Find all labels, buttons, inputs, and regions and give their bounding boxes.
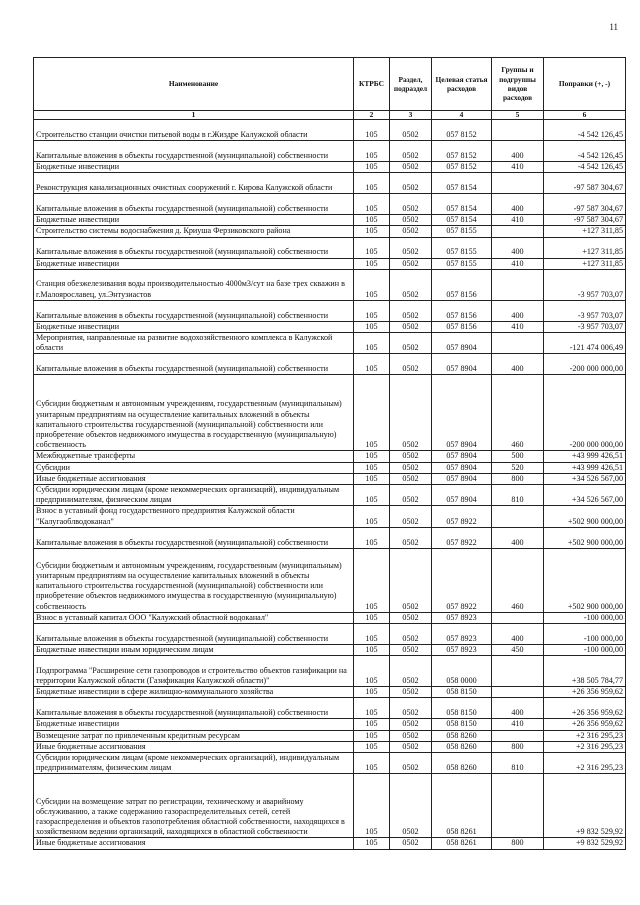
row-group xyxy=(492,333,544,354)
row-amount: +9 832 529,92 xyxy=(544,774,626,838)
table-row xyxy=(34,698,626,719)
table-row xyxy=(34,237,626,258)
table-row xyxy=(34,300,626,321)
row-ktrbs: 105 xyxy=(354,741,390,752)
row-group: 800 xyxy=(492,741,544,752)
row-ktrbs: 105 xyxy=(354,719,390,730)
row-group: 410 xyxy=(492,719,544,730)
table-row xyxy=(34,120,626,141)
table-row xyxy=(34,258,626,269)
row-ktrbs: 105 xyxy=(354,120,390,141)
row-section: 0502 xyxy=(390,774,432,838)
row-ktrbs: 105 xyxy=(354,838,390,849)
row-group: 810 xyxy=(492,485,544,506)
row-name: Капитальные вложения в объекты государственной (муниципальной) собственности xyxy=(34,141,354,162)
row-group xyxy=(492,226,544,237)
row-group xyxy=(492,730,544,741)
table-row xyxy=(34,269,626,300)
row-amount: -3 957 703,07 xyxy=(544,269,626,300)
row-section: 0502 xyxy=(390,838,432,849)
row-name: Взнос в уставный капитал ООО "Калужский областной водоканал" xyxy=(34,612,354,623)
row-amount: +43 999 426,51 xyxy=(544,462,626,473)
row-name: Капитальные вложения в объекты государственной (муниципальной) собственности xyxy=(34,300,354,321)
row-name: Бюджетные инвестиции xyxy=(34,321,354,332)
row-group: 410 xyxy=(492,258,544,269)
row-name: Строительство станции очистки питьевой воды в г.Жиздре Калужской области xyxy=(34,120,354,141)
row-ktrbs: 105 xyxy=(354,215,390,226)
row-group: 400 xyxy=(492,300,544,321)
row-ktrbs: 105 xyxy=(354,473,390,484)
row-name: Строительство системы водоснабжения д. Криуша Ферзиковского района xyxy=(34,226,354,237)
row-name: Иные бюджетные ассигнования xyxy=(34,741,354,752)
row-section: 0502 xyxy=(390,321,432,332)
row-ktrbs: 105 xyxy=(354,162,390,173)
row-target: 057 8152 xyxy=(432,120,492,141)
row-ktrbs: 105 xyxy=(354,506,390,527)
table-row xyxy=(34,753,626,774)
row-ktrbs: 105 xyxy=(354,269,390,300)
row-amount: +34 526 567,00 xyxy=(544,485,626,506)
row-section: 0502 xyxy=(390,141,432,162)
row-section: 0502 xyxy=(390,612,432,623)
row-target: 058 8150 xyxy=(432,698,492,719)
row-target: 058 8150 xyxy=(432,719,492,730)
row-amount: +9 832 529,92 xyxy=(544,838,626,849)
table-row xyxy=(34,719,626,730)
table-row xyxy=(34,741,626,752)
row-target: 057 8152 xyxy=(432,141,492,162)
row-name: Капитальные вложения в объекты государственной (муниципальной) собственности xyxy=(34,698,354,719)
row-target: 057 8923 xyxy=(432,612,492,623)
row-ktrbs: 105 xyxy=(354,485,390,506)
row-section: 0502 xyxy=(390,462,432,473)
row-ktrbs: 105 xyxy=(354,527,390,548)
table-row xyxy=(34,624,626,645)
row-target: 057 8152 xyxy=(432,162,492,173)
row-group: 520 xyxy=(492,462,544,473)
row-target: 058 0000 xyxy=(432,656,492,687)
row-name: Капитальные вложения в объекты государственной (муниципальной) собственности xyxy=(34,624,354,645)
row-name: Субсидии юридическим лицам (кроме некоммерческих организаций), индивидуальным предпринимателям, физическим лицам xyxy=(34,485,354,506)
row-target: 057 8904 xyxy=(432,462,492,473)
row-amount: +127 311,85 xyxy=(544,226,626,237)
header-row xyxy=(34,58,626,111)
row-group: 450 xyxy=(492,645,544,656)
row-name: Бюджетные инвестиции иным юридическим лицам xyxy=(34,645,354,656)
row-amount: +502 900 000,00 xyxy=(544,506,626,527)
header-section: Раздел, подраздел xyxy=(390,58,432,111)
row-amount: +2 316 295,23 xyxy=(544,730,626,741)
table-row xyxy=(34,527,626,548)
row-amount: +2 316 295,23 xyxy=(544,753,626,774)
table-row xyxy=(34,730,626,741)
row-amount: +38 505 784,77 xyxy=(544,656,626,687)
row-target: 057 8155 xyxy=(432,226,492,237)
row-name: Подпрограмма "Расширение сети газопроводов и строительство объектов газификации на территории Калужской области (Газификация Калужской области)" xyxy=(34,656,354,687)
row-amount: -3 957 703,07 xyxy=(544,300,626,321)
row-ktrbs: 105 xyxy=(354,645,390,656)
row-target: 057 8156 xyxy=(432,321,492,332)
row-ktrbs: 105 xyxy=(354,753,390,774)
row-amount: +127 311,85 xyxy=(544,237,626,258)
row-amount: +127 311,85 xyxy=(544,258,626,269)
table-row xyxy=(34,645,626,656)
row-target: 057 8154 xyxy=(432,215,492,226)
table-row xyxy=(34,226,626,237)
row-amount: -100 000,00 xyxy=(544,645,626,656)
row-target: 058 8261 xyxy=(432,838,492,849)
row-amount: -97 587 304,67 xyxy=(544,215,626,226)
row-ktrbs: 105 xyxy=(354,141,390,162)
row-ktrbs: 105 xyxy=(354,687,390,698)
row-ktrbs: 105 xyxy=(354,612,390,623)
row-target: 058 8150 xyxy=(432,687,492,698)
row-group xyxy=(492,120,544,141)
table-row xyxy=(34,162,626,173)
row-target: 057 8904 xyxy=(432,485,492,506)
row-target: 058 8260 xyxy=(432,730,492,741)
row-section: 0502 xyxy=(390,753,432,774)
row-amount: +26 356 959,62 xyxy=(544,698,626,719)
row-group: 400 xyxy=(492,354,544,375)
row-ktrbs: 105 xyxy=(354,173,390,194)
row-name: Капитальные вложения в объекты государственной (муниципальной) собственности xyxy=(34,194,354,215)
row-name: Иные бюджетные ассигнования xyxy=(34,473,354,484)
row-ktrbs: 105 xyxy=(354,774,390,838)
row-amount: -100 000,00 xyxy=(544,612,626,623)
row-name: Мероприятия, направленные на развитие водохозяйственного комплекса в Калужской области xyxy=(34,333,354,354)
row-group: 460 xyxy=(492,375,544,451)
table-row xyxy=(34,333,626,354)
row-target: 057 8154 xyxy=(432,173,492,194)
row-section: 0502 xyxy=(390,656,432,687)
table-row xyxy=(34,687,626,698)
row-target: 057 8904 xyxy=(432,354,492,375)
row-amount: -97 587 304,67 xyxy=(544,173,626,194)
row-target: 058 8260 xyxy=(432,753,492,774)
row-name: Иные бюджетные ассигнования xyxy=(34,838,354,849)
row-ktrbs: 105 xyxy=(354,656,390,687)
row-section: 0502 xyxy=(390,473,432,484)
row-group: 800 xyxy=(492,473,544,484)
row-target: 058 8260 xyxy=(432,741,492,752)
row-ktrbs: 105 xyxy=(354,194,390,215)
row-name: Бюджетные инвестиции xyxy=(34,162,354,173)
row-section: 0502 xyxy=(390,333,432,354)
row-amount: -4 542 126,45 xyxy=(544,120,626,141)
row-section: 0502 xyxy=(390,375,432,451)
row-section: 0502 xyxy=(390,687,432,698)
row-target: 057 8904 xyxy=(432,473,492,484)
row-ktrbs: 105 xyxy=(354,624,390,645)
row-section: 0502 xyxy=(390,237,432,258)
column-number: 3 xyxy=(390,111,432,120)
row-section: 0502 xyxy=(390,527,432,548)
row-name: Возмещение затрат по привлеченным кредитным ресурсам xyxy=(34,730,354,741)
row-target: 057 8923 xyxy=(432,624,492,645)
row-section: 0502 xyxy=(390,698,432,719)
column-number: 4 xyxy=(432,111,492,120)
column-number: 1 xyxy=(34,111,354,120)
row-group: 400 xyxy=(492,527,544,548)
column-number: 5 xyxy=(492,111,544,120)
row-group: 460 xyxy=(492,548,544,612)
table-row xyxy=(34,375,626,451)
row-name: Субсидии xyxy=(34,462,354,473)
table-row xyxy=(34,215,626,226)
row-group: 410 xyxy=(492,321,544,332)
table-row xyxy=(34,612,626,623)
row-ktrbs: 105 xyxy=(354,698,390,719)
row-section: 0502 xyxy=(390,300,432,321)
row-amount: +502 900 000,00 xyxy=(544,548,626,612)
row-target: 057 8904 xyxy=(432,451,492,462)
row-target: 057 8904 xyxy=(432,333,492,354)
row-name: Субсидии бюджетным и автономным учреждениям, государственным (муниципальным) унитарным предприятиям на осуществление капитальных вложений в объекты капитального строительства государственной (муниципальной) собственности или приобретение объектов недвижимого имущества в государственную (муниципальную) собственность xyxy=(34,548,354,612)
header-ktrbs: КТРБС xyxy=(354,58,390,111)
row-name: Бюджетные инвестиции xyxy=(34,719,354,730)
table-row xyxy=(34,506,626,527)
row-amount: +2 316 295,23 xyxy=(544,741,626,752)
row-target: 057 8904 xyxy=(432,375,492,451)
row-amount: -200 000 000,00 xyxy=(544,375,626,451)
budget-table xyxy=(33,57,626,850)
row-group xyxy=(492,687,544,698)
row-section: 0502 xyxy=(390,485,432,506)
table-row xyxy=(34,548,626,612)
row-group: 400 xyxy=(492,624,544,645)
row-ktrbs: 105 xyxy=(354,451,390,462)
row-ktrbs: 105 xyxy=(354,237,390,258)
row-group: 410 xyxy=(492,215,544,226)
row-section: 0502 xyxy=(390,354,432,375)
row-name: Бюджетные инвестиции xyxy=(34,215,354,226)
row-group xyxy=(492,612,544,623)
row-target: 058 8261 xyxy=(432,774,492,838)
row-group: 400 xyxy=(492,698,544,719)
table-row xyxy=(34,838,626,849)
row-group xyxy=(492,774,544,838)
row-group xyxy=(492,269,544,300)
row-target: 057 8156 xyxy=(432,300,492,321)
row-group: 400 xyxy=(492,141,544,162)
row-name: Взнос в уставный фонд государственного предприятия Калужской области "Калугаоблводоканал" xyxy=(34,506,354,527)
row-amount: -100 000,00 xyxy=(544,624,626,645)
row-group xyxy=(492,173,544,194)
row-target: 057 8155 xyxy=(432,258,492,269)
row-section: 0502 xyxy=(390,548,432,612)
column-number: 2 xyxy=(354,111,390,120)
row-ktrbs: 105 xyxy=(354,354,390,375)
row-target: 057 8922 xyxy=(432,527,492,548)
row-ktrbs: 105 xyxy=(354,258,390,269)
row-name: Бюджетные инвестиции в сфере жилищно-коммунального хозяйства xyxy=(34,687,354,698)
row-section: 0502 xyxy=(390,173,432,194)
table-row xyxy=(34,354,626,375)
row-ktrbs: 105 xyxy=(354,321,390,332)
table-row xyxy=(34,656,626,687)
row-group: 400 xyxy=(492,194,544,215)
row-target: 057 8923 xyxy=(432,645,492,656)
row-amount: +502 900 000,00 xyxy=(544,527,626,548)
header-groups: Группы и подгруппы видов расходов xyxy=(492,58,544,111)
row-name: Межбюджетные трансферты xyxy=(34,451,354,462)
row-section: 0502 xyxy=(390,269,432,300)
row-group: 500 xyxy=(492,451,544,462)
row-section: 0502 xyxy=(390,215,432,226)
row-section: 0502 xyxy=(390,258,432,269)
header-target: Целевая статья расходов xyxy=(432,58,492,111)
row-section: 0502 xyxy=(390,730,432,741)
row-ktrbs: 105 xyxy=(354,300,390,321)
row-name: Субсидии юридическим лицам (кроме некоммерческих организаций), индивидуальным предпринимателям, физическим лицам xyxy=(34,753,354,774)
row-group xyxy=(492,506,544,527)
row-ktrbs: 105 xyxy=(354,333,390,354)
row-ktrbs: 105 xyxy=(354,730,390,741)
row-ktrbs: 105 xyxy=(354,375,390,451)
table-row xyxy=(34,141,626,162)
row-ktrbs: 105 xyxy=(354,548,390,612)
page-number: 11 xyxy=(609,22,618,32)
row-amount: -4 542 126,45 xyxy=(544,162,626,173)
row-group: 810 xyxy=(492,753,544,774)
row-name: Капитальные вложения в объекты государственной (муниципальной) собственности xyxy=(34,237,354,258)
row-name: Капитальные вложения в объекты государственной (муниципальной) собственности xyxy=(34,354,354,375)
table-row xyxy=(34,173,626,194)
row-amount: -97 587 304,67 xyxy=(544,194,626,215)
row-name: Субсидии на возмещение затрат по регистрации, техническому и аварийному обслуживанию, а также содержанию газораспределительных сетей, сетей газораспределения и объектов газопотребления областной собственности, находящихся в хозяйственном ведении организаций, находящихся в областной собственности xyxy=(34,774,354,838)
row-group xyxy=(492,656,544,687)
row-group: 400 xyxy=(492,237,544,258)
row-name: Субсидии бюджетным и автономным учреждениям, государственным (муниципальным) унитарным предприятиям на осуществление капитальных вложений в объекты капитального строительства государственной (муниципальной) собственности или приобретение объектов недвижимого имущества в государственную (муниципальную) собственность xyxy=(34,375,354,451)
header-changes: Поправки (+, -) xyxy=(544,58,626,111)
row-name: Бюджетные инвестиции xyxy=(34,258,354,269)
row-section: 0502 xyxy=(390,719,432,730)
table-row xyxy=(34,774,626,838)
row-amount: -4 542 126,45 xyxy=(544,141,626,162)
row-amount: -200 000 000,00 xyxy=(544,354,626,375)
row-name: Капитальные вложения в объекты государственной (муниципальной) собственности xyxy=(34,527,354,548)
row-amount: -121 474 006,49 xyxy=(544,333,626,354)
row-name: Реконструкция канализационных очистных сооружений г. Кирова Калужской области xyxy=(34,173,354,194)
row-target: 057 8154 xyxy=(432,194,492,215)
row-section: 0502 xyxy=(390,226,432,237)
table-row xyxy=(34,451,626,462)
row-target: 057 8155 xyxy=(432,237,492,258)
row-target: 057 8922 xyxy=(432,548,492,612)
row-section: 0502 xyxy=(390,120,432,141)
row-section: 0502 xyxy=(390,624,432,645)
table-row xyxy=(34,462,626,473)
row-amount: +26 356 959,62 xyxy=(544,719,626,730)
row-target: 057 8922 xyxy=(432,506,492,527)
header-name: Наименование xyxy=(34,58,354,111)
row-amount: -3 957 703,07 xyxy=(544,321,626,332)
table-row xyxy=(34,485,626,506)
row-amount: +26 356 959,62 xyxy=(544,687,626,698)
table-row xyxy=(34,321,626,332)
row-ktrbs: 105 xyxy=(354,226,390,237)
row-target: 057 8156 xyxy=(432,269,492,300)
column-number-row xyxy=(34,111,626,120)
row-amount: +43 999 426,51 xyxy=(544,451,626,462)
table-row xyxy=(34,473,626,484)
row-amount: +34 526 567,00 xyxy=(544,473,626,484)
row-group: 800 xyxy=(492,838,544,849)
table-row xyxy=(34,194,626,215)
row-section: 0502 xyxy=(390,645,432,656)
row-section: 0502 xyxy=(390,451,432,462)
row-section: 0502 xyxy=(390,162,432,173)
row-section: 0502 xyxy=(390,741,432,752)
row-ktrbs: 105 xyxy=(354,462,390,473)
table-body xyxy=(34,120,626,850)
row-group: 410 xyxy=(492,162,544,173)
row-section: 0502 xyxy=(390,506,432,527)
row-name: Станция обезжелезивания воды производительностью 4000м3/сут на базе трех скважин в г.Малоярославец, ул.Энтузиастов xyxy=(34,269,354,300)
column-number: 6 xyxy=(544,111,626,120)
row-section: 0502 xyxy=(390,194,432,215)
